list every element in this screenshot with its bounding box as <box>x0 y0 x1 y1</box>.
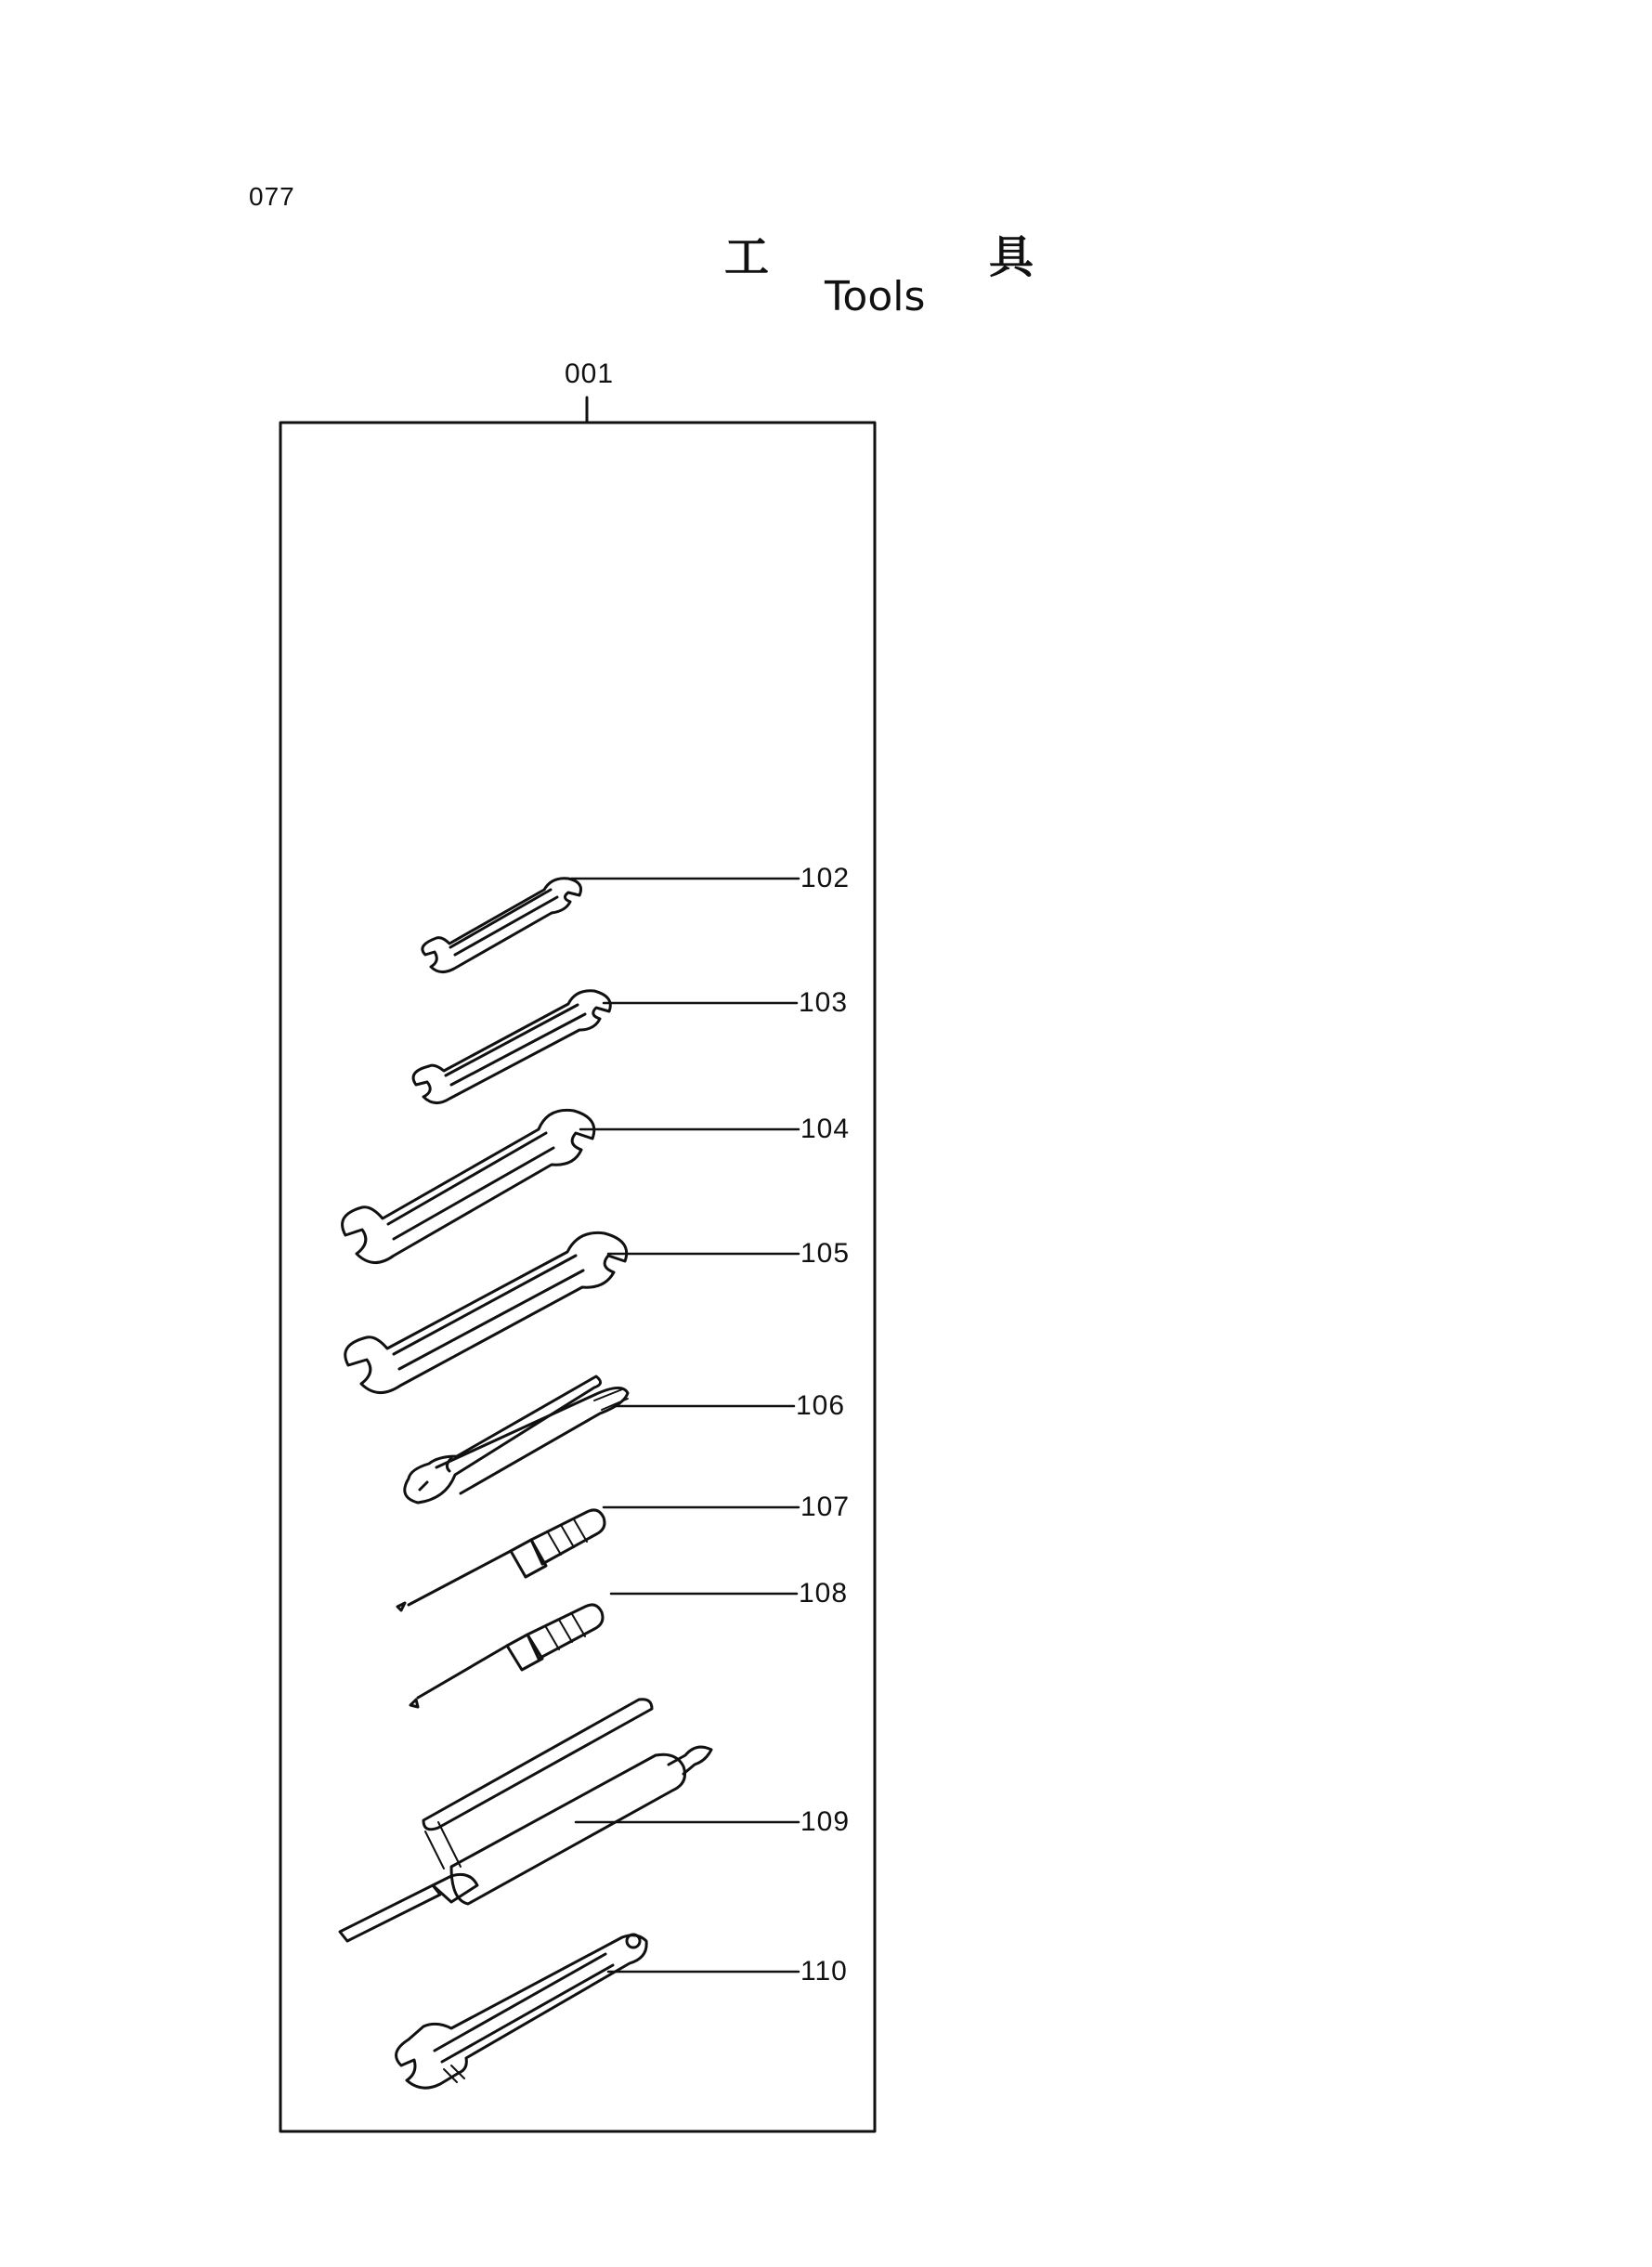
callout-106: 106 <box>796 1390 846 1421</box>
large-open-end-wrench-icon <box>343 1110 594 1262</box>
flat-screwdriver-icon <box>410 1605 603 1707</box>
phillips-screwdriver-icon <box>397 1510 605 1610</box>
grease-gun-icon <box>340 1700 711 1941</box>
page-number: 077 <box>249 182 295 211</box>
leader-lines <box>571 879 799 1972</box>
callout-102: 102 <box>800 863 851 893</box>
title-jp-char-2: 具 <box>989 231 1034 283</box>
callout-104: 104 <box>800 1114 851 1144</box>
assembly-label: 001 <box>565 358 615 389</box>
callout-110: 110 <box>800 1956 848 1987</box>
callout-103: 103 <box>799 987 849 1018</box>
callout-107: 107 <box>800 1492 851 1522</box>
callout-108: 108 <box>799 1578 849 1609</box>
title-jp-char-1: 工 <box>724 231 770 283</box>
open-end-wrench-icon <box>413 991 610 1103</box>
adjustable-wrench-icon <box>397 1935 647 2088</box>
title-english: Tools <box>825 273 926 320</box>
pliers-icon <box>405 1376 628 1503</box>
large-open-end-wrench-icon <box>345 1232 627 1392</box>
callout-109: 109 <box>800 1806 851 1837</box>
small-open-end-wrench-icon <box>423 879 581 972</box>
callout-105: 105 <box>800 1238 851 1269</box>
assembly-box <box>280 423 875 2131</box>
